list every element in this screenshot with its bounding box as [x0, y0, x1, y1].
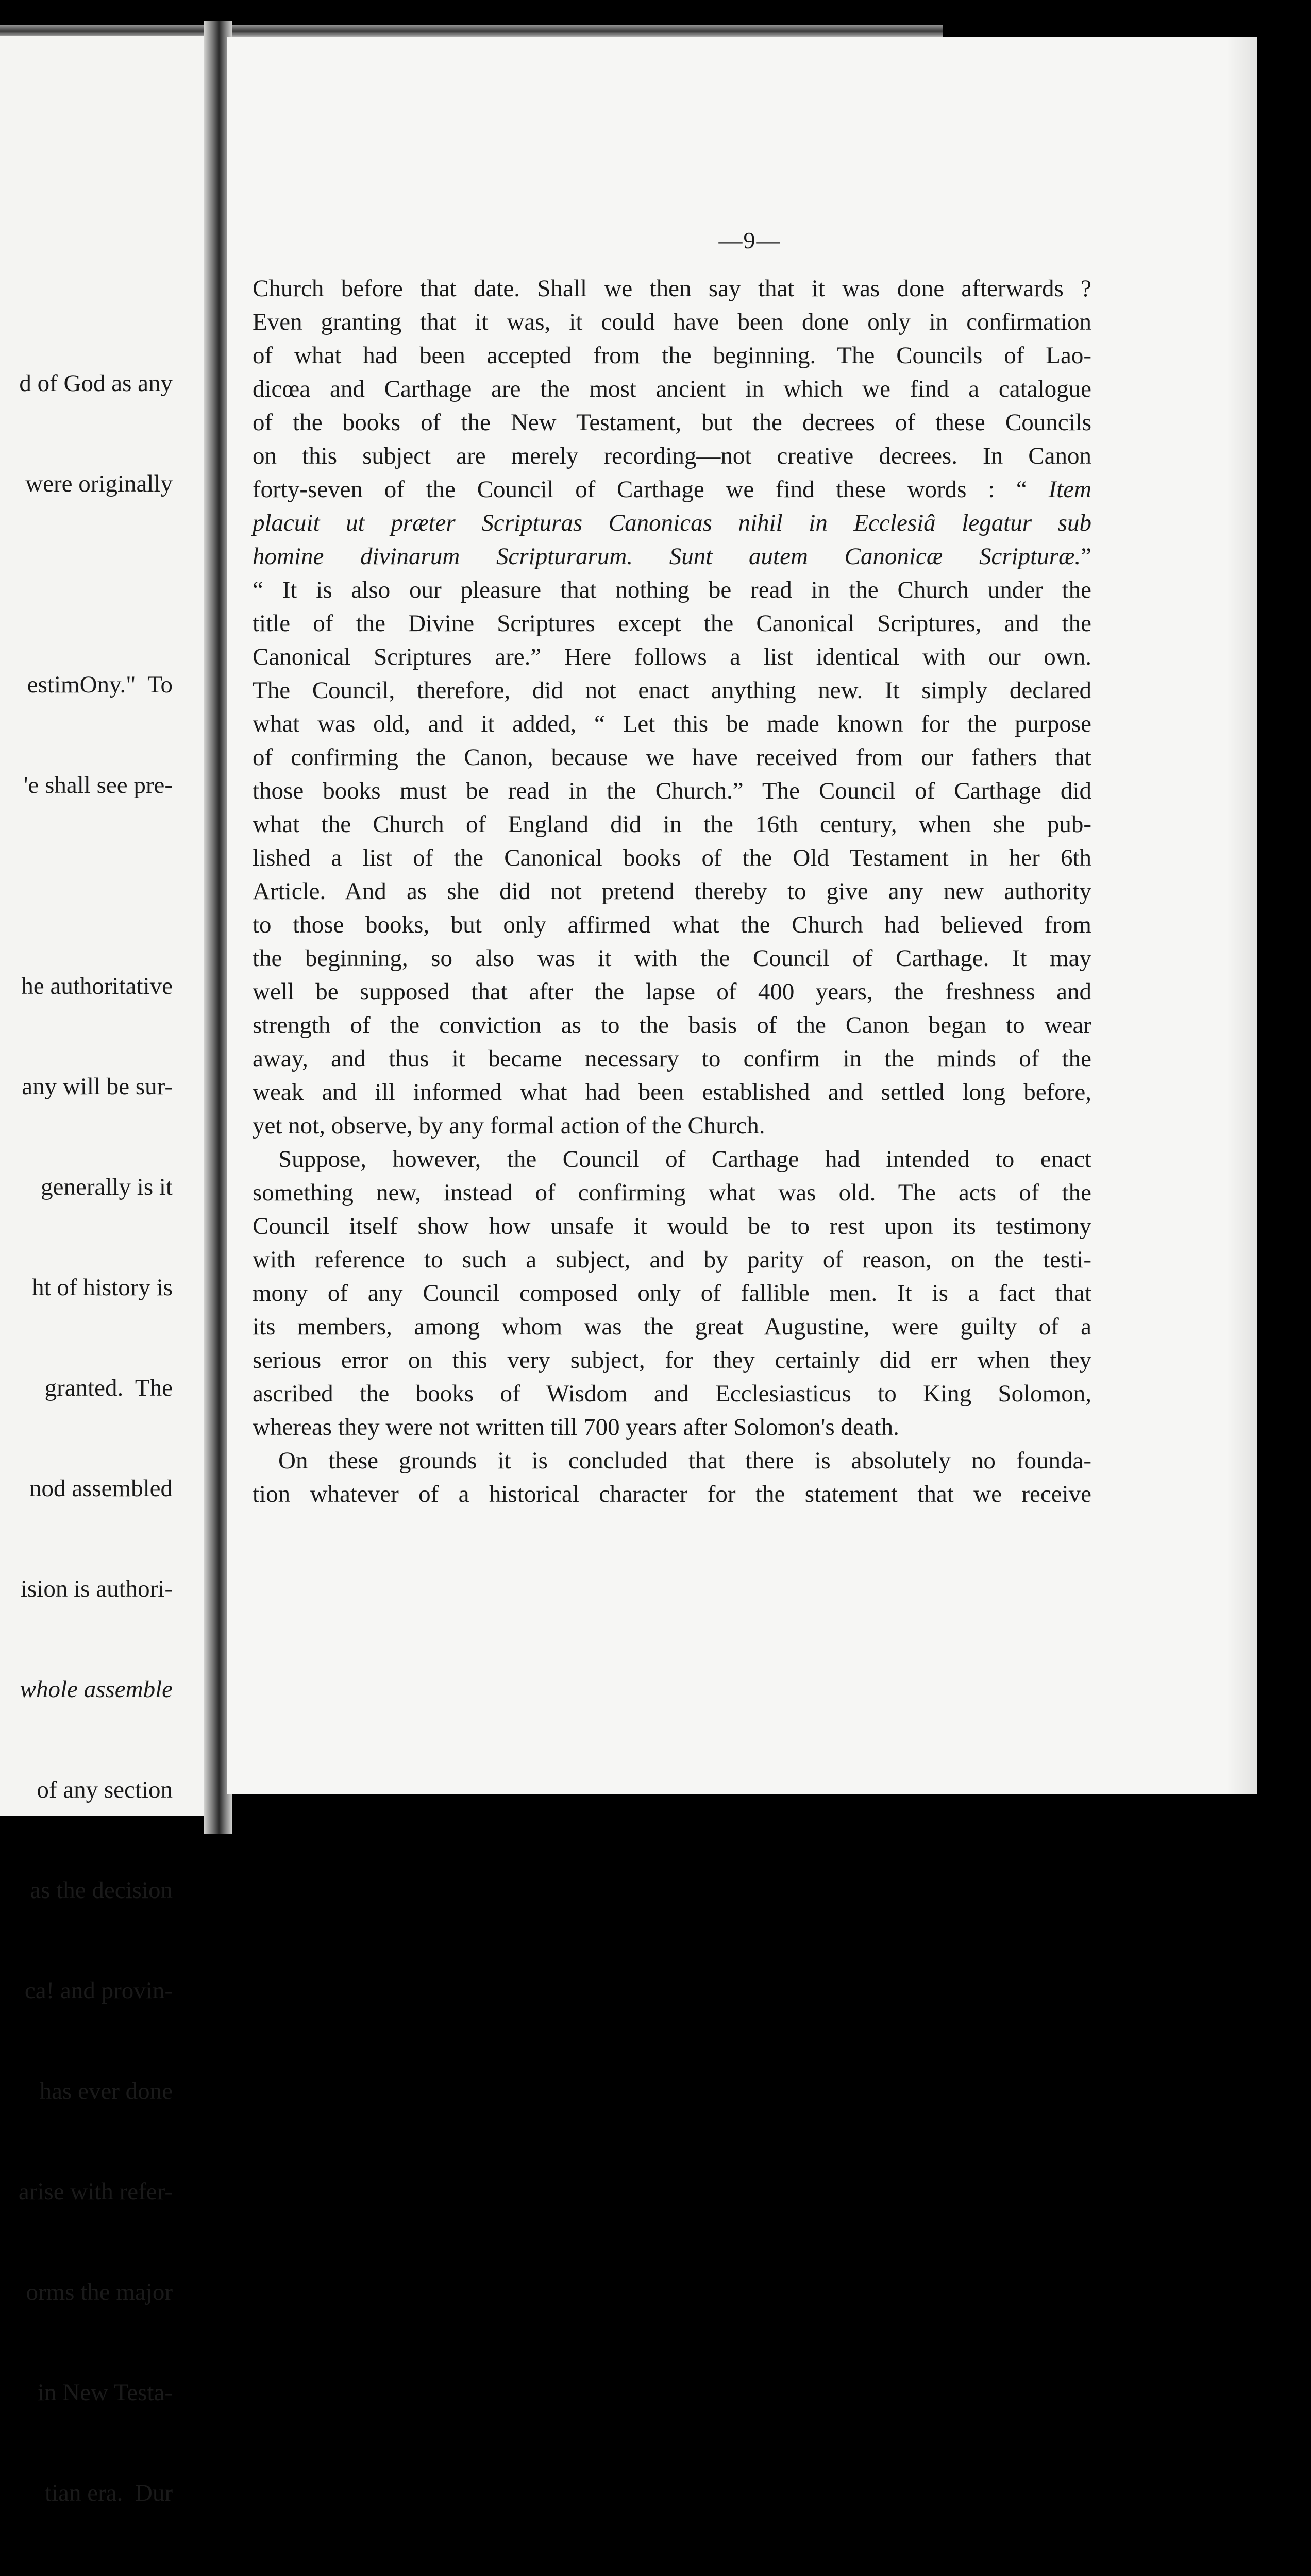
left-line: he authoritative	[21, 973, 173, 999]
text-line	[253, 473, 1091, 506]
text-line: serious error on this very subject, for they certainly did err when they	[253, 1347, 1091, 1374]
left-line: arise with refer-	[18, 2178, 173, 2205]
text-line: of the books of the New Testament, but the decrees of these Councils	[253, 409, 1091, 436]
left-line: 'e shall see pre-	[23, 772, 173, 799]
text-line: on this subject are merely recording—not creative decrees. In Canon	[253, 443, 1091, 469]
text-line: ascribed the books of Wisdom and Ecclesiasticus to King Solomon,	[253, 1380, 1091, 1407]
left-line: has ever done	[39, 2078, 173, 2105]
text-line: weak and ill informed what had been established and settled long before,	[253, 1079, 1091, 1106]
latin-text: homine divinarum Scripturarum. Sunt autem Canonicæ Scripturæ.	[253, 543, 1081, 570]
text-line: title of the Divine Scriptures except the Canonical Scriptures, and the	[253, 610, 1091, 637]
left-line: whole assemble	[20, 1676, 173, 1703]
text-line: away, and thus it became necessary to confirm in the minds of the	[253, 1045, 1091, 1072]
text-span: forty-seven of the Council of Carthage we find these words : “	[253, 476, 1049, 503]
text-line: Church before that date. Shall we then say that it was done afterwards ?	[253, 275, 1091, 302]
body-text	[253, 272, 1091, 1511]
left-line: ision is authori-	[20, 1575, 173, 1602]
text-line: to those books, but only affirmed what the Church had believed from	[253, 911, 1091, 938]
text-line: of confirming the Canon, because we have received from our fathers that	[253, 744, 1091, 771]
page-number: —9—	[718, 227, 781, 253]
text-line: Canonical Scriptures are.” Here follows a list identical with our own.	[253, 643, 1091, 670]
text-line: Council itself show how unsafe it would be to rest upon its testimony	[253, 1213, 1091, 1240]
left-line: estimOny." To	[27, 671, 173, 698]
latin-line: placuit ut præter Scripturas Canonicas nihil in Ecclesiâ legatur sub	[253, 510, 1091, 536]
text-line: what was old, and it added, “ Let this be made known for the purpose	[253, 710, 1091, 737]
left-line: in New Testa-	[37, 2379, 173, 2406]
left-line: any will be sur-	[22, 1073, 173, 1100]
text-line: tion whatever of a historical character for the statement that we receive	[253, 1481, 1091, 1507]
text-span: ”	[1081, 543, 1091, 570]
latin-text: Item	[1048, 476, 1091, 503]
text-line: yet not, observe, by any formal action of the Church.	[253, 1112, 765, 1139]
text-line: strength of the conviction as to the basis of the Canon began to wear	[253, 1012, 1091, 1039]
left-line: orms the major	[26, 2279, 173, 2306]
left-line	[15, 568, 173, 601]
left-line: as the decision	[30, 1877, 173, 1904]
text-line: Article. And as she did not pretend thereby to give any new authority	[253, 878, 1091, 905]
left-line: d of God as any	[19, 370, 173, 397]
left-line: ht of history is	[32, 1274, 173, 1301]
text-line: what the Church of England did in the 16th century, when she pub-	[253, 811, 1091, 838]
text-line: whereas they were not written till 700 years after Solomon's death.	[253, 1414, 899, 1440]
right-page	[227, 37, 1257, 1794]
left-line	[15, 869, 173, 903]
text-line: “ It is also our pleasure that nothing be read in the Church under the	[253, 577, 1091, 603]
text-line: Suppose, however, the Council of Carthage had intended to enact	[278, 1146, 1091, 1173]
left-line: granted. The	[44, 1375, 173, 1401]
text-line: dicœa and Carthage are the most ancient in which we find a catalogue	[253, 376, 1091, 402]
text-line: On these grounds it is concluded that there is absolutely no founda-	[278, 1447, 1091, 1474]
left-page-text	[15, 300, 173, 2576]
text-line: the beginning, so also was it with the Council of Carthage. It may	[253, 945, 1091, 972]
text-line	[253, 540, 1091, 573]
left-line: tian era. Dur	[45, 2480, 173, 2506]
left-line: were originally	[25, 470, 173, 497]
text-line: of what had been accepted from the beginning. The Councils of Lao-	[253, 342, 1091, 369]
text-line: Even granting that it was, it could have been done only in confirmation	[253, 309, 1091, 335]
text-line: something new, instead of confirming what was old. The acts of the	[253, 1179, 1091, 1206]
left-line: ca! and provin-	[24, 1977, 173, 2004]
left-line: generally is it	[41, 1174, 173, 1200]
left-line: nod assembled	[29, 1475, 173, 1502]
text-line: those books must be read in the Church.” The Council of Carthage did	[253, 777, 1091, 804]
text-line: its members, among whom was the great Augustine, were guilty of a	[253, 1313, 1091, 1340]
left-line: of any section	[37, 1776, 173, 1803]
left-facing-page	[0, 36, 206, 2506]
text-line: lished a list of the Canonical books of the Old Testament in her 6th	[253, 844, 1091, 871]
text-line: mony of any Council composed only of fallible men. It is a fact that	[253, 1280, 1091, 1307]
text-line: The Council, therefore, did not enact anything new. It simply declared	[253, 677, 1091, 704]
text-line: with reference to such a subject, and by parity of reason, on the testi-	[253, 1246, 1091, 1273]
text-line: well be supposed that after the lapse of 400 years, the freshness and	[253, 978, 1091, 1005]
